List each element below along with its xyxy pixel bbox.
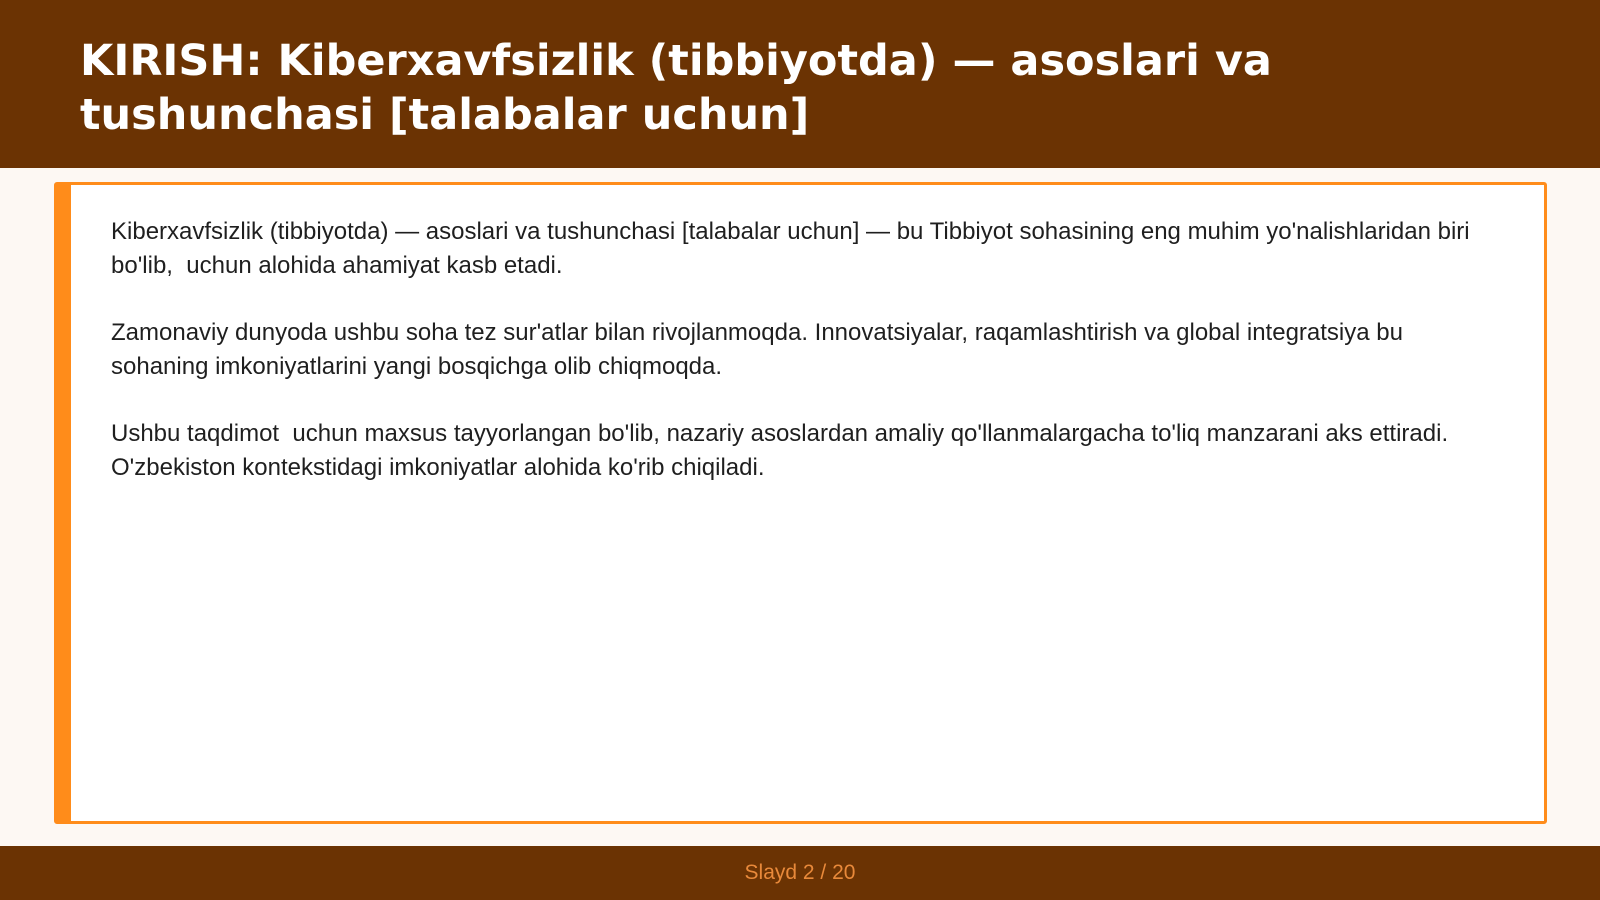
content-paragraph-2: Zamonaviy dunyoda ushbu soha tez sur'atlar bilan rivojlanmoqda. Innovatsiyalar, raqamlashtirish va global integratsiya bu sohaning imkoniyatlarini yangi bosqichga olib chiqmoqda. <box>111 319 1410 380</box>
content-box <box>54 182 1547 824</box>
slide-header <box>0 0 1600 168</box>
slide-counter: Slayd 2 / 20 <box>744 861 856 884</box>
slide-footer <box>0 846 1600 900</box>
content-paragraph-3: Ushbu taqdimot uchun maxsus tayyorlangan bo'lib, nazariy asoslardan amaliy qo'llanmalargacha to'liq manzarani aks ettiradi. O'zbekiston kontekstidagi imkoniyatlar alohida ko'rib chiqiladi. <box>111 420 1455 481</box>
slide-title: KIRISH: Kiberxavfsizlik (tibbiyotda) — asoslari va tushunchasi [talabalar uchun] <box>80 36 1272 140</box>
content-paragraph-1: Kiberxavfsizlik (tibbiyotda) — asoslari va tushunchasi [talabalar uchun] — bu Tibbiyot sohasining eng muhim yo'nalishlaridan biri bo'lib, uchun alohida ahamiyat kasb etadi. <box>111 218 1477 279</box>
